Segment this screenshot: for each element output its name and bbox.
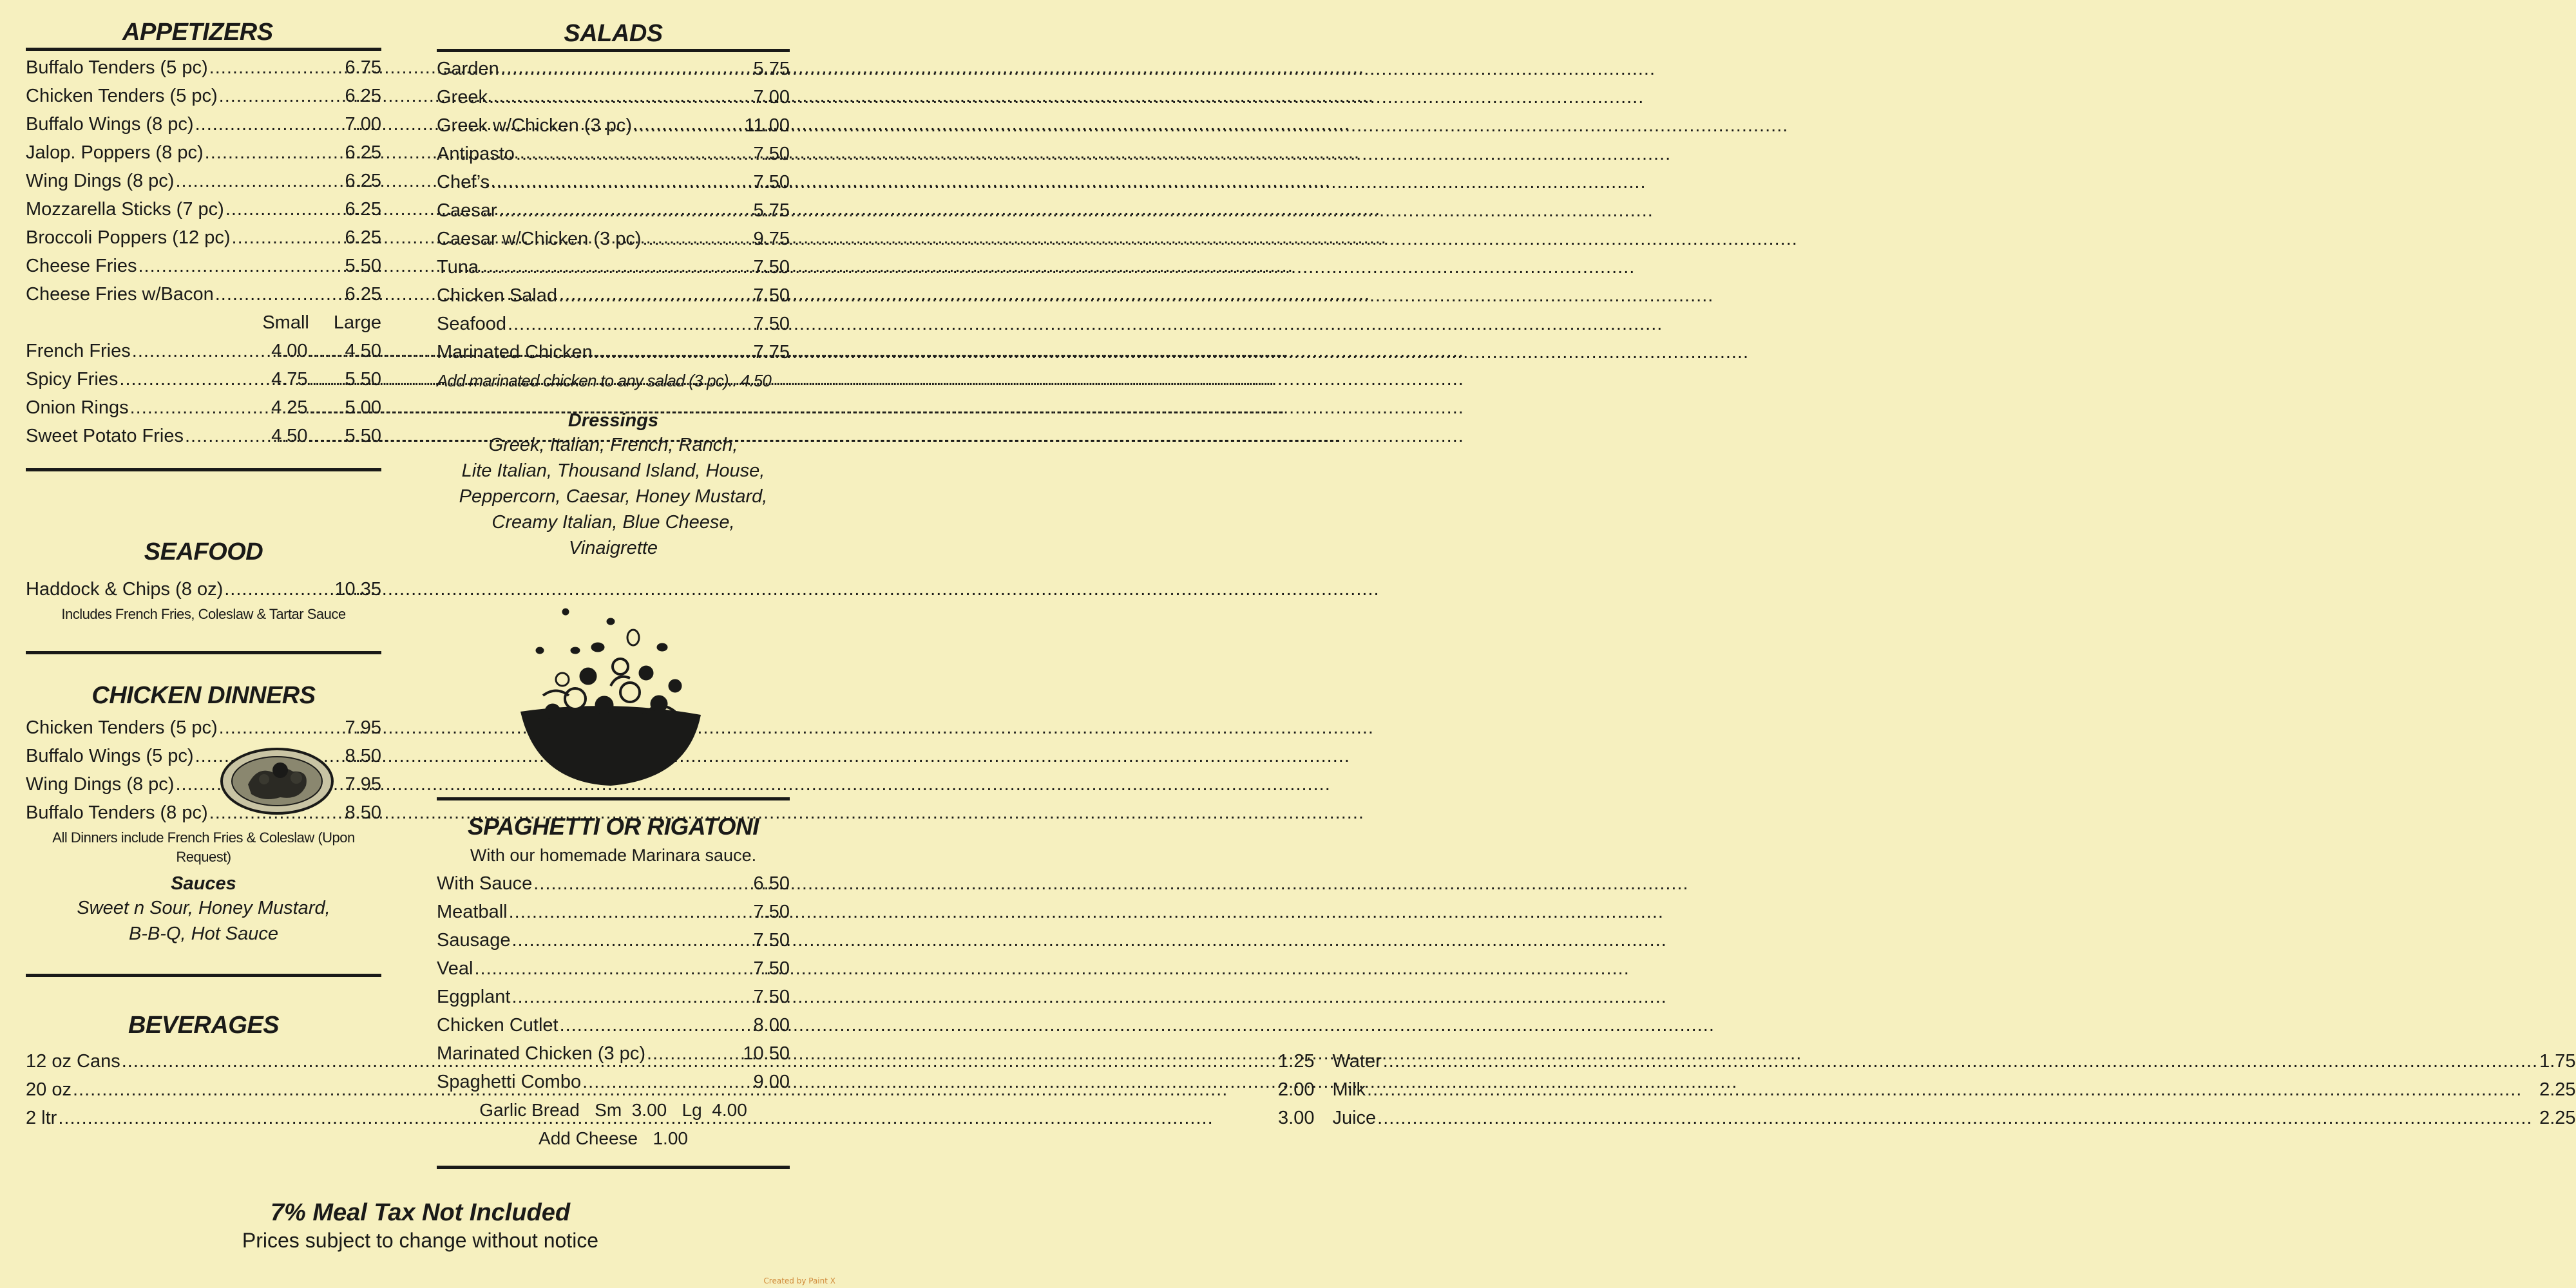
item-price: 7.50 bbox=[753, 930, 790, 951]
dot-leader bbox=[1377, 1104, 2538, 1122]
chicken-dinners-title: CHICKEN DINNERS bbox=[91, 682, 316, 709]
appetizer-row bbox=[26, 195, 381, 223]
dot-leader bbox=[501, 55, 752, 73]
dot-leader bbox=[560, 1011, 752, 1030]
chicken-plate-icon bbox=[219, 746, 335, 817]
large-price: 5.50 bbox=[345, 426, 381, 446]
dot-leader bbox=[582, 1068, 752, 1086]
item-price: 7.50 bbox=[753, 285, 790, 306]
pasta-row bbox=[437, 954, 790, 983]
item-price: 7.50 bbox=[753, 314, 790, 334]
item-price: 1.75 bbox=[2539, 1051, 2576, 1072]
salad-bowl-icon bbox=[514, 602, 707, 789]
item-name: Greek bbox=[437, 87, 488, 108]
salad-addon-price: 4.50 bbox=[740, 371, 772, 390]
item-price: 7.00 bbox=[753, 87, 790, 108]
item-name: Sweet Potato Fries bbox=[26, 426, 184, 446]
item-name: Cheese Fries w/Bacon bbox=[26, 284, 214, 305]
item-price: 9.00 bbox=[753, 1072, 790, 1092]
large-price: 5.50 bbox=[345, 369, 381, 390]
item-price: 10.35 bbox=[334, 579, 381, 600]
dot-leader bbox=[516, 140, 752, 158]
item-price: 7.95 bbox=[345, 774, 381, 795]
item-name: Spaghetti Combo bbox=[437, 1072, 582, 1092]
item-name: 2 ltr bbox=[26, 1108, 57, 1128]
item-price: 7.75 bbox=[753, 342, 790, 363]
dot-leader bbox=[508, 310, 752, 328]
appetizer-row bbox=[26, 53, 381, 82]
salad-row bbox=[437, 111, 790, 140]
pasta-row bbox=[437, 1011, 790, 1039]
pasta-row bbox=[437, 1068, 790, 1096]
dot-leader bbox=[175, 167, 343, 185]
sized-item-row bbox=[26, 393, 381, 422]
item-name: 20 oz bbox=[26, 1079, 72, 1100]
item-name: Wing Dings (8 pc) bbox=[26, 774, 175, 795]
item-name: Haddock & Chips (8 oz) bbox=[26, 579, 224, 600]
item-name: Caesar bbox=[437, 200, 497, 221]
tax-notice: 7% Meal Tax Not Included bbox=[270, 1199, 571, 1226]
item-price: 7.50 bbox=[753, 257, 790, 278]
item-name: Seafood bbox=[437, 314, 507, 334]
item-name: Jalop. Poppers (8 pc) bbox=[26, 142, 204, 163]
item-name: French Fries bbox=[26, 341, 131, 361]
credit-watermark: Created by Paint X bbox=[763, 1276, 835, 1285]
item-name: Chicken Tenders (5 pc) bbox=[26, 717, 218, 738]
dot-leader bbox=[309, 393, 344, 412]
dot-leader bbox=[491, 168, 752, 187]
salad-addon bbox=[437, 366, 790, 395]
chicken-dinners-note: All Dinners include French Fries & Coleslaw (Upon Request) bbox=[52, 829, 355, 865]
dot-leader bbox=[195, 110, 344, 129]
sauces-line-1: Sweet n Sour, Honey Mustard, bbox=[77, 898, 330, 918]
appetizer-list bbox=[26, 53, 381, 308]
seafood-note: Includes French Fries, Coleslaw & Tartar Sauce bbox=[61, 606, 346, 622]
item-price: 6.25 bbox=[345, 142, 381, 163]
dot-leader bbox=[489, 83, 752, 102]
pasta-row bbox=[437, 898, 790, 926]
dot-leader bbox=[219, 714, 344, 732]
salad-list bbox=[437, 55, 790, 366]
salad-addon-dots: .. bbox=[728, 371, 737, 390]
dot-leader bbox=[225, 195, 344, 214]
item-price: 5.75 bbox=[753, 59, 790, 79]
item-name: Tuna bbox=[437, 257, 479, 278]
salad-row bbox=[437, 83, 790, 111]
item-price: 9.75 bbox=[753, 229, 790, 249]
item-name: 12 oz Cans bbox=[26, 1051, 120, 1072]
salad-row bbox=[437, 281, 790, 310]
item-price: 1.25 bbox=[1278, 1051, 1315, 1072]
chicken-dinners-rule bbox=[26, 974, 381, 977]
item-name: Wing Dings (8 pc) bbox=[26, 171, 175, 191]
item-price: 8.50 bbox=[345, 746, 381, 766]
pasta-row bbox=[437, 983, 790, 1011]
item-name: Sausage bbox=[437, 930, 511, 951]
salad-row bbox=[437, 140, 790, 168]
item-price: 6.25 bbox=[345, 227, 381, 248]
dot-leader bbox=[215, 280, 344, 299]
appetizers-rule bbox=[26, 48, 381, 51]
item-price: 7.50 bbox=[753, 144, 790, 164]
dot-leader bbox=[474, 954, 752, 973]
item-price: 7.50 bbox=[753, 172, 790, 193]
item-price: 10.50 bbox=[743, 1043, 790, 1064]
dot-leader bbox=[119, 365, 270, 384]
appetizers-bottom-rule bbox=[26, 468, 381, 471]
appetizer-row bbox=[26, 110, 381, 138]
item-name: Marinated Chicken bbox=[437, 342, 593, 363]
size-header bbox=[26, 308, 381, 337]
dot-leader bbox=[309, 337, 344, 355]
sauces-line-2: B-B-Q, Hot Sauce bbox=[128, 923, 279, 944]
size-small-label: Small bbox=[262, 312, 309, 333]
item-price: 3.00 bbox=[1278, 1108, 1315, 1128]
dot-leader bbox=[594, 338, 752, 357]
sized-item-row bbox=[26, 337, 381, 365]
dressing-line: Peppercorn, Caesar, Honey Mustard, bbox=[459, 486, 768, 507]
appetizer-row bbox=[26, 252, 381, 280]
dressings-list bbox=[437, 432, 790, 561]
item-price: 7.00 bbox=[345, 114, 381, 135]
dot-leader bbox=[558, 281, 752, 300]
sized-item-row bbox=[26, 365, 381, 393]
dot-leader bbox=[633, 111, 743, 130]
dot-leader bbox=[533, 869, 752, 888]
item-name: Chicken Cutlet bbox=[437, 1015, 558, 1036]
item-price: 2.25 bbox=[2539, 1079, 2576, 1100]
salads-rule bbox=[437, 49, 790, 52]
sized-item-row bbox=[26, 422, 381, 450]
dot-leader bbox=[232, 223, 344, 242]
salad-row bbox=[437, 253, 790, 281]
salad-row bbox=[437, 338, 790, 366]
salad-image-rule bbox=[437, 797, 790, 800]
dot-leader bbox=[309, 365, 344, 384]
sauces-title: Sauces bbox=[171, 873, 236, 894]
dot-leader bbox=[499, 196, 752, 215]
dot-leader bbox=[132, 337, 270, 355]
appetizers-section bbox=[26, 18, 381, 471]
dot-leader bbox=[138, 252, 343, 270]
dressings-title: Dressings bbox=[568, 410, 659, 431]
item-name: Cheese Fries bbox=[26, 256, 137, 276]
item-price: 8.00 bbox=[753, 1015, 790, 1036]
item-price: 7.50 bbox=[753, 902, 790, 922]
item-name: Caesar w/Chicken (3 pc) bbox=[437, 229, 642, 249]
appetizer-row bbox=[26, 138, 381, 167]
item-price: 8.50 bbox=[345, 802, 381, 823]
item-name: Spicy Fries bbox=[26, 369, 119, 390]
appetizers-title: APPETIZERS bbox=[122, 19, 273, 46]
item-name: With Sauce bbox=[437, 873, 533, 894]
item-price: 7.50 bbox=[753, 987, 790, 1007]
footer bbox=[0, 1198, 841, 1253]
dot-leader bbox=[480, 253, 752, 272]
dressing-line: Creamy Italian, Blue Cheese, bbox=[491, 512, 735, 533]
item-price: 5.75 bbox=[753, 200, 790, 221]
item-name: Eggplant bbox=[437, 987, 511, 1007]
dot-leader bbox=[224, 575, 333, 594]
item-name: Greek w/Chicken (3 pc) bbox=[437, 115, 632, 136]
item-name: Chicken Tenders (5 pc) bbox=[26, 86, 218, 106]
item-price: 6.25 bbox=[345, 199, 381, 220]
item-name: Buffalo Tenders (8 pc) bbox=[26, 802, 208, 823]
item-price: 2.00 bbox=[1278, 1079, 1315, 1100]
salad-row bbox=[437, 55, 790, 83]
item-name: Chicken Salad bbox=[437, 285, 557, 306]
item-price: 6.25 bbox=[345, 284, 381, 305]
small-price: 4.50 bbox=[271, 426, 308, 446]
pasta-row bbox=[437, 869, 790, 898]
item-name: Chef’s bbox=[437, 172, 490, 193]
pasta-section bbox=[437, 813, 790, 1169]
item-price: 2.25 bbox=[2539, 1108, 2576, 1128]
item-name: Buffalo Wings (5 pc) bbox=[26, 746, 194, 766]
item-name: Mozzarella Sticks (7 pc) bbox=[26, 199, 224, 220]
item-name: Meatball bbox=[437, 902, 508, 922]
dressing-line: Vinaigrette bbox=[568, 538, 658, 558]
salad-row bbox=[437, 310, 790, 338]
item-name: Veal bbox=[437, 958, 473, 979]
price-change-notice: Prices subject to change without notice bbox=[242, 1229, 599, 1252]
seafood-title: SEAFOOD bbox=[144, 538, 263, 565]
appetizer-row bbox=[26, 167, 381, 195]
seafood-row bbox=[26, 575, 381, 603]
dot-leader bbox=[219, 82, 344, 100]
item-price: 5.50 bbox=[345, 256, 381, 276]
add-cheese: Add Cheese 1.00 bbox=[539, 1128, 688, 1148]
item-name: Garden bbox=[437, 59, 499, 79]
item-price: 11.00 bbox=[744, 115, 790, 136]
chicken-dinners-section bbox=[26, 681, 381, 977]
dressing-line: Greek, Italian, French, Ranch, bbox=[488, 435, 738, 455]
beverages-title: BEVERAGES bbox=[128, 1012, 280, 1039]
salads-section bbox=[437, 19, 790, 561]
pasta-subtitle: With our homemade Marinara sauce. bbox=[470, 846, 757, 865]
item-name: Milk bbox=[1332, 1079, 1366, 1100]
small-price: 4.75 bbox=[271, 369, 308, 390]
item-price: 6.25 bbox=[345, 171, 381, 191]
salad-row bbox=[437, 225, 790, 253]
dot-leader bbox=[185, 422, 270, 440]
garlic-bread: Garlic Bread Sm 3.00 Lg 4.00 bbox=[479, 1100, 747, 1120]
dot-leader bbox=[209, 53, 344, 72]
chicken-dinner-row bbox=[26, 714, 381, 742]
salad-addon-name: Add marinated chicken to any salad (3 pc) bbox=[437, 371, 729, 390]
salad-row bbox=[437, 196, 790, 225]
large-price: 4.50 bbox=[345, 341, 381, 361]
item-name: Antipasto bbox=[437, 144, 515, 164]
appetizer-row bbox=[26, 82, 381, 110]
dot-leader bbox=[512, 983, 752, 1001]
pasta-list bbox=[437, 869, 790, 1096]
item-price: 6.75 bbox=[345, 57, 381, 78]
dressing-line: Lite Italian, Thousand Island, House, bbox=[461, 460, 765, 481]
item-price: 6.50 bbox=[753, 873, 790, 894]
small-price: 4.00 bbox=[271, 341, 308, 361]
item-price: 7.50 bbox=[753, 958, 790, 979]
small-price: 4.25 bbox=[271, 397, 308, 418]
pasta-rule bbox=[437, 1166, 790, 1169]
pasta-title: SPAGHETTI OR RIGATONI bbox=[467, 813, 759, 840]
dot-leader bbox=[509, 898, 752, 916]
item-name: Marinated Chicken (3 pc) bbox=[437, 1043, 645, 1064]
dot-leader bbox=[643, 225, 752, 243]
item-name: Buffalo Tenders (5 pc) bbox=[26, 57, 208, 78]
seafood-list bbox=[26, 575, 381, 603]
size-large-label: Large bbox=[333, 312, 381, 333]
dot-leader bbox=[647, 1039, 741, 1058]
item-name: Onion Rings bbox=[26, 397, 129, 418]
seafood-section bbox=[26, 538, 381, 654]
item-price: 6.25 bbox=[345, 86, 381, 106]
item-name: Juice bbox=[1332, 1108, 1377, 1128]
dot-leader bbox=[205, 138, 344, 157]
pasta-row bbox=[437, 1039, 790, 1068]
item-name: Water bbox=[1332, 1051, 1382, 1072]
dot-leader bbox=[512, 926, 752, 945]
sized-item-list bbox=[26, 337, 381, 450]
salads-title: SALADS bbox=[564, 20, 663, 47]
seafood-rule bbox=[26, 651, 381, 654]
appetizer-row bbox=[26, 223, 381, 252]
dot-leader bbox=[130, 393, 271, 412]
pasta-row bbox=[437, 926, 790, 954]
dot-leader bbox=[309, 422, 344, 440]
large-price: 5.00 bbox=[345, 397, 381, 418]
item-price: 7.95 bbox=[345, 717, 381, 738]
item-name: Buffalo Wings (8 pc) bbox=[26, 114, 194, 135]
item-name: Broccoli Poppers (12 pc) bbox=[26, 227, 231, 248]
salad-row bbox=[437, 168, 790, 196]
appetizer-row bbox=[26, 280, 381, 308]
beverage-row bbox=[1332, 1104, 2575, 1132]
